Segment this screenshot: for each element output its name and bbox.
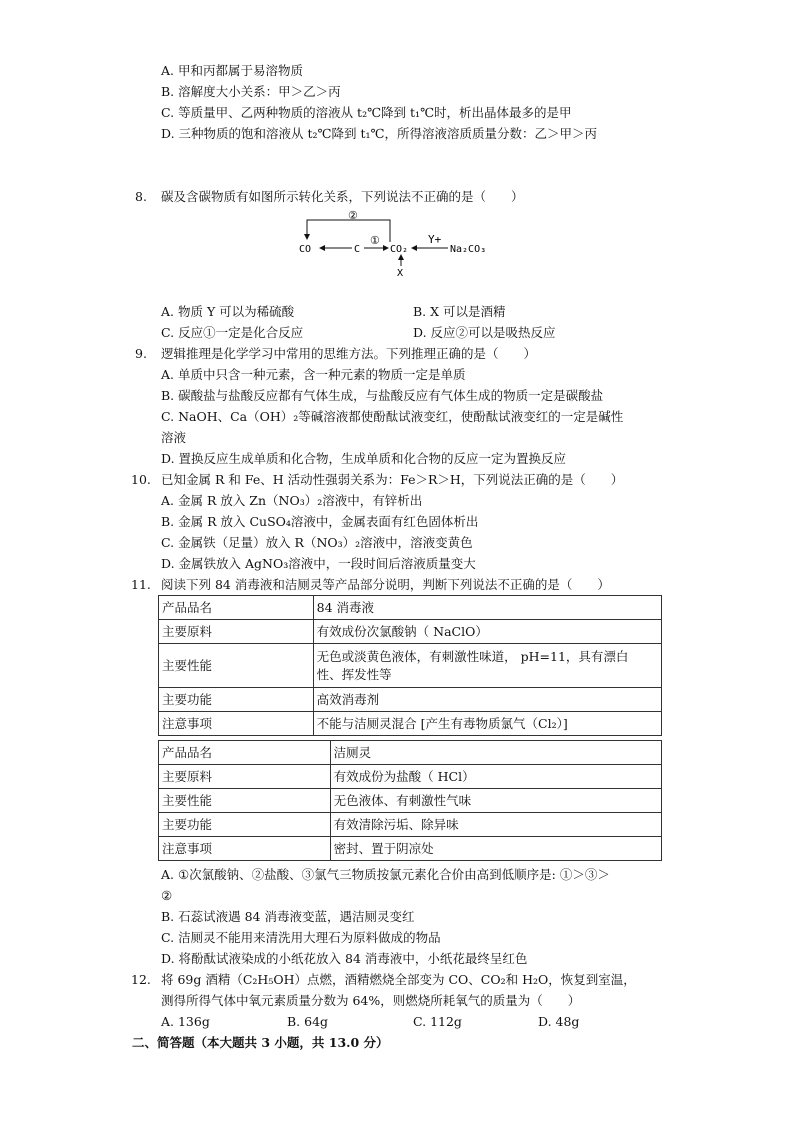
q9-option-b: B. 碳酸盐与盐酸反应都有气体生成，与盐酸反应有气体生成的物质一定是碳酸盐: [161, 388, 604, 403]
q8-stem: 碳及含碳物质有如图所示转化关系，下列说法不正确的是（ ）: [161, 189, 524, 204]
table-row: [159, 789, 662, 813]
table-cell: 无色液体、有刺激性气味: [330, 789, 661, 813]
q11-option-a: A. ①次氯酸钠、②盐酸、③氯气三物质按氯元素化合价由高到低顺序是: ①＞③＞: [161, 867, 610, 882]
q10-stem: 已知金属 R 和 Fe、H 活动性强弱关系为：Fe＞R＞H，下列说法正确的是（ ）: [161, 472, 624, 487]
table-cell: 主要性能: [159, 789, 331, 813]
table-cell: 有效成份次氯酸钠（ NaClO）: [313, 620, 661, 644]
q8-option-d: D. 反应②可以是吸热反应: [413, 325, 556, 340]
na2co3-node: Na₂CO₃: [450, 244, 487, 255]
table-cell: 不能与洁厕灵混合 [产生有毒物质氯气（Cl₂）]: [313, 712, 661, 736]
q8-option-c: C. 反应①一定是化合反应: [161, 325, 304, 340]
q12-option-c: C. 112g: [413, 1014, 462, 1029]
q10-option-c: C. 金属铁（足量）放入 R（NO₃）₂溶液中，溶液变黄色: [161, 535, 473, 550]
table-cell: 产品品名: [159, 596, 314, 620]
q9-number: 9.: [135, 346, 147, 361]
table-cell: 注意事项: [159, 712, 314, 736]
c-node: C: [354, 244, 361, 255]
q8-number: 8.: [135, 189, 147, 204]
table-cell: 洁厕灵: [330, 741, 661, 765]
table-row: [159, 620, 662, 644]
q8-option-a: A. 物质 Y 可以为稀硫酸: [161, 304, 295, 319]
carbon-conversion-diagram: [290, 206, 500, 278]
q11-option-d: D. 将酚酞试液染成的小纸花放入 84 消毒液中，小纸花最终呈红色: [161, 951, 528, 966]
co-node: CO: [299, 244, 312, 255]
q9-stem: 逻辑推理是化学学习中常用的思维方法。下列推理正确的是（ ）: [161, 346, 537, 361]
prev-option-b: B. 溶解度大小关系：甲＞乙＞丙: [161, 84, 341, 99]
section-heading: 二、简答题（本大题共 3 小题，共 13.0 分）: [132, 1035, 389, 1050]
table-cell: 有效清除污垢、除异味: [330, 813, 661, 837]
q10-number: 10.: [131, 472, 151, 487]
table-row: [159, 688, 662, 712]
q12-number: 12.: [131, 972, 151, 987]
table-cell: 84 消毒液: [313, 596, 661, 620]
cell-line: 性、挥发性等: [316, 666, 392, 682]
prev-option-c: C. 等质量甲、乙两种物质的溶液从 t₂℃降到 t₁℃时，析出晶体最多的是甲: [161, 105, 572, 120]
table-row: [159, 741, 662, 765]
q11-option-b: B. 石蕊试液遇 84 消毒液变蓝，遇洁厕灵变红: [161, 909, 415, 924]
q12-stem-line1: 将 69g 酒精（C₂H₅OH）点燃，酒精燃烧全部变为 CO、CO₂和 H₂O，恢复到室温，: [161, 972, 636, 987]
q12-option-b: B. 64g: [287, 1014, 329, 1029]
reaction-1-label: ①: [370, 234, 380, 247]
cell-line: 无色或淡黄色液体，有刺激性味道， pH=11，具有漂白: [316, 648, 629, 664]
reaction-2-label: ②: [348, 209, 358, 222]
product-table-84: [158, 595, 662, 736]
q12-stem-line2: 测得所得气体中氧元素质量分数为 64%，则燃烧所耗氧气的质量为（ ）: [161, 993, 581, 1008]
q12-option-d: D. 48g: [538, 1014, 580, 1029]
table-row: [159, 712, 662, 736]
q11-option-a-cont: ②: [161, 888, 173, 903]
x-reagent-label: X: [397, 268, 404, 278]
table-cell: 有效成份为盐酸（ HCl）: [330, 765, 661, 789]
table-cell: 主要原料: [159, 765, 331, 789]
table-row: [159, 596, 662, 620]
table-cell: 产品品名: [159, 741, 331, 765]
q9-option-c-cont: 溶液: [161, 430, 187, 445]
product-table-cleaner: [158, 740, 662, 861]
q11-option-c: C. 洁厕灵不能用来清洗用大理石为原料做成的物品: [161, 930, 441, 945]
table-cell: 主要功能: [159, 813, 331, 837]
q9-option-c: C. NaOH、Ca（OH）₂等碱溶液都使酚酞试液变红，使酚酞试液变红的一定是碱性: [161, 409, 624, 424]
table-cell: 主要原料: [159, 620, 314, 644]
q12-option-a: A. 136g: [161, 1014, 210, 1029]
table-row: [159, 813, 662, 837]
q10-option-d: D. 金属铁放入 AgNO₃溶液中，一段时间后溶液质量变大: [161, 556, 476, 571]
table-row: [159, 644, 662, 688]
prev-option-a: A. 甲和丙都属于易溶物质: [161, 63, 303, 78]
q11-stem: 阅读下列 84 消毒液和洁厕灵等产品部分说明，判断下列说法不正确的是（ ）: [161, 577, 610, 592]
table-cell: 主要功能: [159, 688, 314, 712]
table-cell: [313, 644, 661, 688]
table-cell: 高效消毒剂: [313, 688, 661, 712]
q10-option-b: B. 金属 R 放入 CuSO₄溶液中，金属表面有红色固体析出: [161, 514, 479, 529]
y-reagent-label: Y+: [428, 233, 442, 246]
table-cell: 主要性能: [159, 644, 314, 688]
table-cell: 注意事项: [159, 837, 331, 861]
table-cell: 密封、置于阴凉处: [330, 837, 661, 861]
q11-number: 11.: [131, 577, 151, 592]
table-row: [159, 765, 662, 789]
q10-option-a: A. 金属 R 放入 Zn（NO₃）₂溶液中，有锌析出: [161, 493, 423, 508]
q9-option-d: D. 置换反应生成单质和化合物，生成单质和化合物的反应一定为置换反应: [161, 451, 567, 466]
table-row: [159, 837, 662, 861]
co2-node: CO₂: [390, 244, 409, 255]
prev-option-d: D. 三种物质的饱和溶液从 t₂℃降到 t₁℃，所得溶液溶质质量分数：乙＞甲＞丙: [161, 126, 598, 141]
q9-option-a: A. 单质中只含一种元素，含一种元素的物质一定是单质: [161, 367, 466, 382]
q8-option-b: B. X 可以是酒精: [413, 304, 506, 319]
